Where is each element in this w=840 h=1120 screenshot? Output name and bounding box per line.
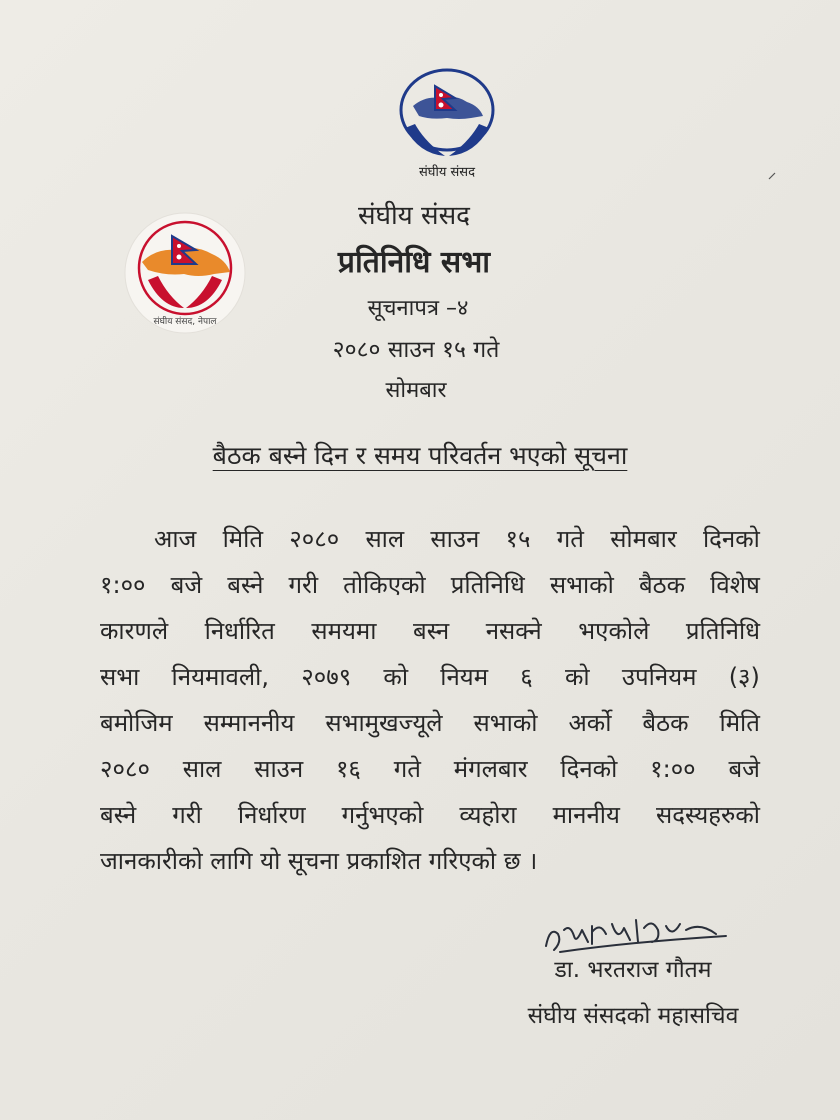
body-word: गते bbox=[556, 525, 584, 553]
body-word: को bbox=[383, 663, 409, 691]
body-word: सम्माननीय bbox=[203, 709, 295, 737]
body-word: बजे bbox=[170, 571, 203, 599]
body-word: निर्धारित bbox=[204, 617, 275, 645]
federal-parliament-emblem-icon bbox=[375, 58, 523, 186]
body-word: विशेष bbox=[710, 571, 760, 599]
body-word: बस्न bbox=[413, 617, 450, 645]
body-word: दिनको bbox=[702, 525, 760, 553]
body-word: २०७९ bbox=[301, 663, 352, 691]
body-word: गते bbox=[393, 755, 421, 783]
signatory-name: डा. भरतराज गौतम bbox=[554, 957, 712, 983]
body-word: भएकोले bbox=[578, 617, 650, 645]
body-word: बस्ने bbox=[100, 801, 137, 829]
emblem-top-text: संघीय संसद bbox=[419, 165, 475, 180]
body-word: बस्ने bbox=[227, 571, 264, 599]
body-line bbox=[100, 700, 760, 746]
body-word: सभा bbox=[100, 663, 140, 691]
body-line bbox=[100, 654, 760, 700]
body-line: जानकारीको लागि यो सूचना प्रकाशित गरिएको छ । bbox=[100, 847, 538, 875]
body-line bbox=[100, 516, 760, 562]
body-word: नियमावली, bbox=[171, 663, 270, 691]
body-word: १५ bbox=[505, 525, 531, 553]
parliament-name: संघीय संसद bbox=[358, 201, 470, 231]
body-word: सोमबार bbox=[610, 525, 677, 553]
body-word: सभाको bbox=[549, 571, 614, 599]
body-word: २०८० bbox=[289, 525, 340, 553]
body-word: प्रतिनिधि bbox=[685, 617, 760, 645]
body-word: बजे bbox=[728, 755, 760, 783]
body-word: १:०० bbox=[100, 571, 146, 599]
body-line bbox=[100, 608, 760, 654]
body-word: सभामुखज्यूले bbox=[325, 709, 443, 737]
body-word: मंगलबार bbox=[453, 755, 528, 783]
body-word: तोकिएको bbox=[343, 571, 426, 599]
body-word: मिति bbox=[222, 525, 264, 553]
body-word: सभाको bbox=[473, 709, 538, 737]
body-word: समयमा bbox=[311, 617, 377, 645]
body-word: नियम bbox=[440, 663, 489, 691]
notice-day: सोमबार bbox=[385, 378, 447, 403]
notice-body bbox=[100, 516, 760, 884]
body-word: २०८० bbox=[100, 755, 150, 783]
body-word: प्रतिनिधि bbox=[450, 571, 525, 599]
ink-mark bbox=[768, 172, 776, 180]
notice-subject-text: बैठक बस्ने दिन र समय परिवर्तन भएको सूचना bbox=[212, 441, 628, 470]
notice-date: २०८० साउन १५ गते bbox=[332, 337, 500, 363]
body-word: साल bbox=[182, 755, 222, 783]
body-word: उपनियम bbox=[621, 663, 697, 691]
emblem-side-text: संघीय संसद, नेपाल bbox=[153, 317, 217, 327]
body-word: नसक्ने bbox=[485, 617, 542, 645]
body-word: सदस्यहरुको bbox=[656, 801, 760, 829]
body-word: गरी bbox=[172, 801, 202, 829]
body-word: १:०० bbox=[650, 755, 696, 783]
body-word: साल bbox=[365, 525, 405, 553]
signatory-title: संघीय संसदको महासचिव bbox=[527, 1003, 739, 1029]
house-name: प्रतिनिधि सभा bbox=[337, 245, 491, 280]
body-line bbox=[100, 746, 760, 792]
body-line bbox=[100, 792, 760, 838]
body-word: को bbox=[565, 663, 590, 691]
body-word: (३) bbox=[728, 663, 760, 691]
body-word: बैठक bbox=[638, 571, 686, 599]
body-word: बैठक bbox=[642, 709, 689, 737]
body-word: कारणले bbox=[100, 617, 169, 645]
body-word: व्यहोरा bbox=[459, 801, 517, 829]
body-word: ६ bbox=[520, 663, 533, 691]
body-word: साउन bbox=[254, 755, 304, 783]
body-word: साउन bbox=[430, 525, 480, 553]
body-word: १६ bbox=[335, 755, 361, 783]
body-word: मिति bbox=[719, 709, 760, 737]
body-word: माननीय bbox=[552, 801, 620, 829]
body-word: दिनको bbox=[560, 755, 618, 783]
notice-subject bbox=[0, 438, 840, 472]
body-word: बमोजिम bbox=[100, 709, 173, 737]
body-word: निर्धारण bbox=[237, 801, 306, 829]
body-line bbox=[100, 562, 760, 608]
body-word: अर्को bbox=[568, 709, 612, 737]
body-word: आज bbox=[154, 525, 197, 553]
notice-number: सूचनापत्र –४ bbox=[367, 296, 469, 321]
body-word: गरी bbox=[288, 571, 319, 599]
body-word: गर्नुभएको bbox=[341, 801, 424, 829]
